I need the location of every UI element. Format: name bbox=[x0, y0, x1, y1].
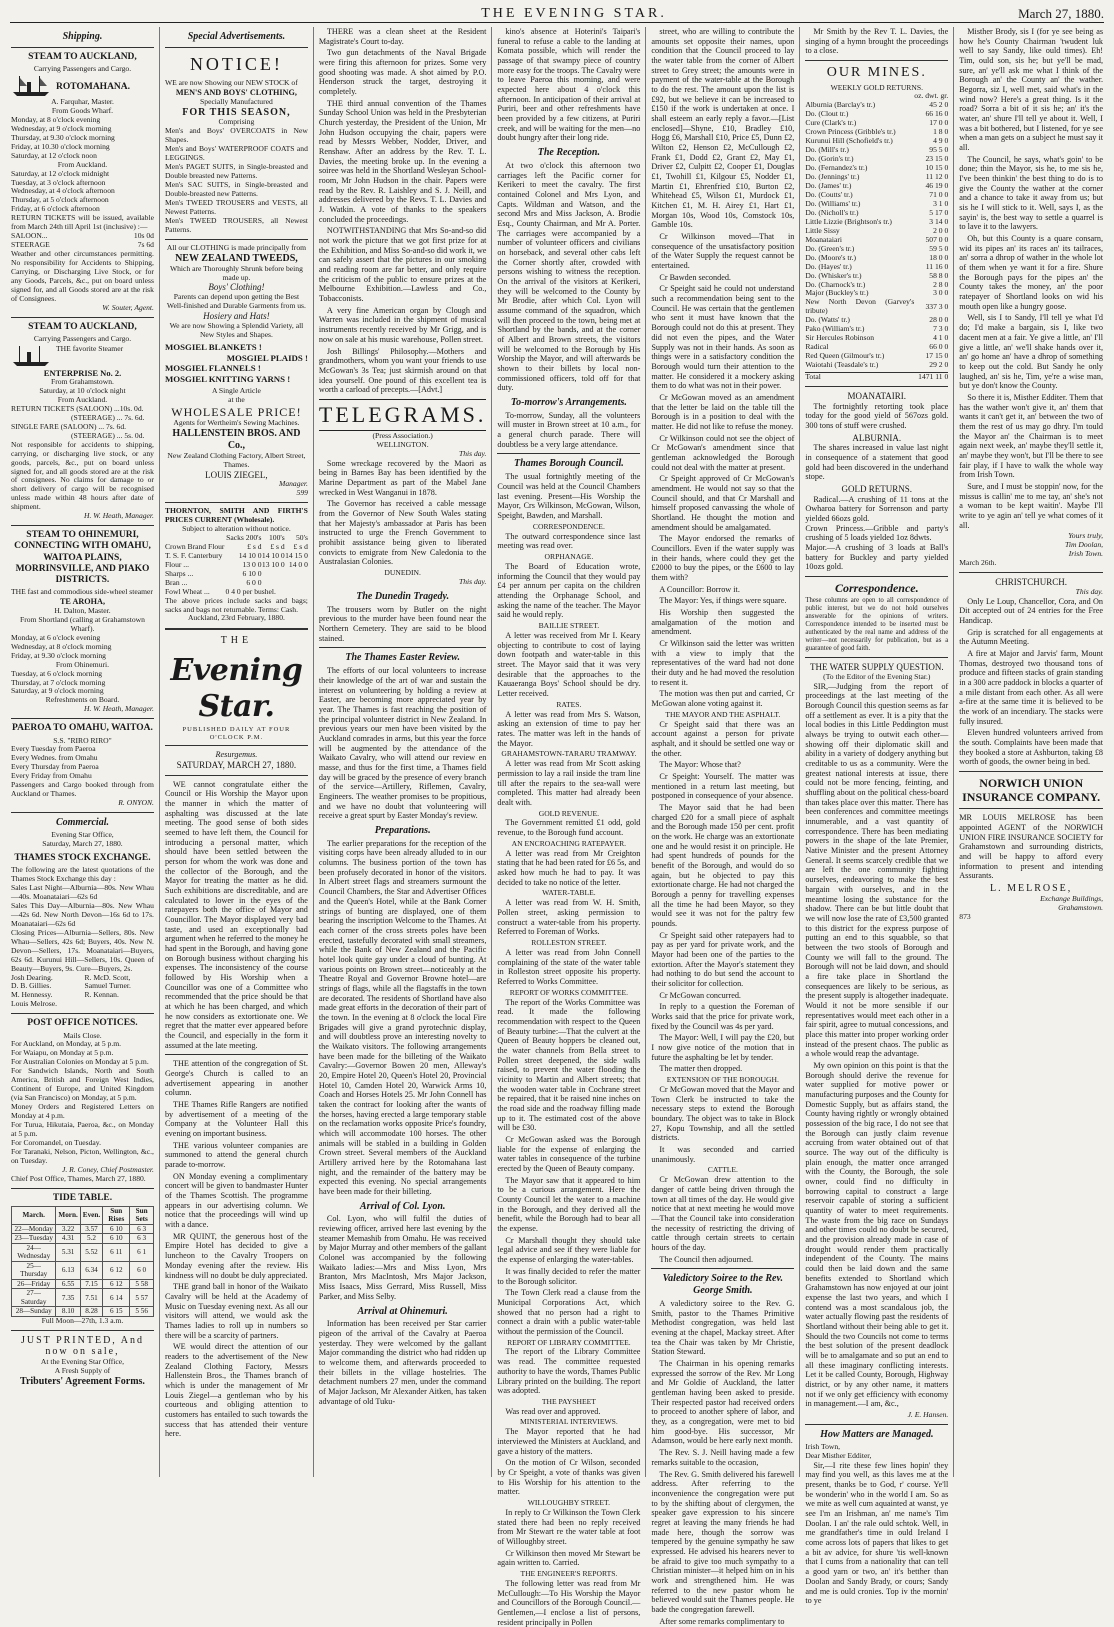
table-row: Red Queen (Gilmour's tr.) 17 15 0 bbox=[805, 351, 949, 361]
exchange-title: THAMES STOCK EXCHANGE. bbox=[14, 852, 151, 863]
table-row: T. S. F. Canterbury 14 10 0 14 10 0 14 15 0 bbox=[164, 550, 308, 560]
full-moon: Full Moon—27th, 1.3 a.m. bbox=[41, 1315, 124, 1325]
column-6 bbox=[800, 27, 954, 1606]
table-row: Do. (Nicholl's tr.) 5 17 0 bbox=[805, 207, 949, 217]
letter-date: March 26th. bbox=[959, 558, 997, 568]
notice-line-1: Specially Manufactured bbox=[200, 96, 273, 106]
agents-note: Agents for Wertheim's Sewing Machines. bbox=[173, 418, 300, 428]
ad1-lines1: Monday, at 8 o'clock evening Wednesday, at 9 o'clock morning Thursday, at 9.30 o'clock morning Friday, at 10.30 o'clock morning Saturday, at 12 o'clock noon bbox=[11, 114, 115, 160]
tide-title: TIDE TABLE. bbox=[52, 1192, 113, 1203]
ad1-sub: Carrying Passengers and Cargo. bbox=[33, 64, 132, 73]
water-para: My own opinion on this point is that the Borough should derive the revenue for water supplied for motive power or manufacturing purposes and the County for Domestic Supply, but as affairs stand, the County having rightly or wrongly obtained possession of the big race, I do not see that the Borough can justly claim revenue accruing from water obtained out of that source. The way out of the difficulty is plain enough, the matter once arranged with the County, the Borough, the sole owner, could find no difficulty in borrowing capital to construct a large reservoir capable of storing a sufficient quantity of water to meet requirements. The waste from the big race on Sundays and other times could no doubt be secured, and the provision already made in case of drought would render them practically independent of the County. The mains could then be laid down and the same benefits extended to Shortland which Grahamstown has now enjoyed at our joint expense the last two years, and which I contend was a most scandalous job, the water actually flowing past the residents of Shortland without their being able to get it. Should the two Councils not come to terms the best solution of the present deadlock will be to amalgamate and so put an end to all these imaginary conflicting interests. Let it be called County, Borough, Highway district, or by any other name, it matters not if we only get efficiency with economy in management.—I am, &c., bbox=[805, 1060, 949, 1409]
managed-line-1: Dear Misther Edditer, bbox=[805, 1450, 872, 1460]
tsp-sub: Subject to alteration without notice. bbox=[182, 523, 291, 533]
table-row: Do. (James' tr.) 46 19 0 bbox=[805, 181, 949, 191]
gold-returns-table bbox=[805, 92, 948, 370]
hosiery: Hosiery and Hats! bbox=[203, 310, 270, 321]
ad2-line-g: Saturday, at 10 o'clock night bbox=[39, 385, 126, 395]
post-lines: For Auckland, on Monday, at 5 p.m. For Waiapu, on Monday at 5 p.m. For Australian Colonies on Monday at 5 p.m. For Sandwich Islands, North and South America, British and Foreign West Indies, Continent of Europe, and United Kingdom (via San Francisco) on Monday, at 5 p.m. Money Orders and Registered Letters on Monday at 4 p.m. For Turua, Hikutaia, Paeroa, &c., on Monday at 5 p.m. For Coromandel, on Tuesday. For Taranaki, Nelson, Picton, Wellington, &c., on Tuesday. bbox=[11, 1039, 154, 1165]
gold-returns-heading: GOLD RETURNS. bbox=[841, 483, 913, 494]
tsp-date: Auckland, 23rd February, 1880. bbox=[187, 613, 285, 623]
ad3-refresh: Refreshments on Board. bbox=[45, 695, 120, 705]
mines-heading: OUR MINES. bbox=[826, 65, 927, 81]
table-row: Major (Buckley's tr.) 3 0 0 bbox=[805, 288, 949, 298]
letter-continued: Misther Brody, sis I (for ye see being as how he's County Chairman 'twudent luk well to say Sandy, like ould times). Eh! Tim, ould son, sis he; but ye'll be mad, sure, an' ye'll ask me what I think of the Borough an' the County an' the wather. Begorra, siz I, well met, said what's in the wind now? Here's a great thing. Is it the road? Sorra a bit of it sis he; an' it's the water, an' shure I'll tell ye about it. Well, I was a bit bothered, but I listened, for ye see when a man gets on a subject he must say it all. The Council, he says, what's goin' to be done; thin the Mayor, sis he, to me sis he, I've been thinkin' the best thing to do is to give the County the wather at the corner and a chance to take it away from us; but sis he I will stick to it. Well, says I, as the sayin' is, the best way to settle a quarrel is to lave it to the lawyers. Oh, but this County is a quare consarn, wid its pipes an' its races an' its tailraces, an' sorra a dhrop of wather in the whole lot of them when ye want it for a fire. Shure the Borough pays for the pipes an' the County takes the money, an' the poor ratepayer of Shortland looks on wid his mouth open like a hungry goose. Well, sis I to Sandy, I'll tell ye what I'd do; I'd make a bargain, sis I, like two dacent men at a fair. Ye give a little, an' I'll give a little, an' we'll shake hands over it, an' go home an' have a dhrop of something to keep out the cold. But Sandy he only laughed, an' sis he, Tim, ye're a wise man, but ye don't know the County. So there it is, Misther Edditer. Them that has the wather won't give it, an' them that wants it can't get it, an' between the two of them the rest of us may go dhry. I'm tould the Mayor an' the Chairman is to meet again next week, an' maybe they'll settle it, an' maybe they won't, but I'll be there to see fair play, if I have to walk the whole way from Irish Town. Sure, and I must be stoppin' now, for the missus is callin' me to me tay, an' she's not a woman to be kept waitin'. Maybe I'll write to ye agin an' tell ye what comes of it all. bbox=[959, 27, 1104, 530]
soiree-text: A valedictory soiree to the Rev. G. Smith, pastor to the Thames Primitive Methodist congregation, was held last evening at the chapel, Mackay street. After tea the Chair was taken by Mr Christie, Station Steward. The Chairman in his opening remarks expressed the sorrow of the Rev. Mr Long and Mr Goldie of Auckland, the latter gentleman having been asked to preside. Their respected pastor had received orders to proceed to another sphere of labor, and they, as a congregation, were met to bid him good-bye. His successor, Mr Adamson, would be here early next month. The Rev. S. J. Neill having made a few remarks suitable to the occasion, The Rev. G. Smith delivered his farewell address. After referring to the inconvenience the congregation were put to by the shifting about of clergymen, the speaker gave expression to his sincere regret at leaving the many friends he had made here, though the sorrow was tempered by the genuine sympathy he saw expressed. He advised his hearers never to be afraid to give too much sympathy to a Christian minister—it helped him on in his work and strengthened him. He was referred to the new pastor whom he believed would suit the Thames people. He bade the congregation farewell. After some remarks complimentary to bbox=[651, 1299, 795, 1626]
table-row: Do. (Charnock's tr.) 2 8 0 bbox=[805, 279, 949, 289]
columns bbox=[6, 27, 1108, 1627]
ad1-title: STEAM TO AUCKLAND, bbox=[28, 51, 137, 62]
column-3 bbox=[314, 27, 493, 1477]
press-association: (Press Association.) bbox=[372, 430, 433, 440]
water-sub: (To the Editor of the Evening Star.) bbox=[823, 671, 931, 681]
ad1-master: A. Farquhar, Master. bbox=[51, 96, 114, 106]
printed-3: A Fresh Supply of bbox=[54, 1366, 111, 1376]
post-signed: J. R. Coney, Chief Postmaster. bbox=[61, 1164, 154, 1174]
ad3-from1: From Shortland (calling at Grahamstown Wharf). bbox=[20, 614, 145, 633]
ad2-from-a: From Auckland. bbox=[57, 394, 108, 404]
notice-line-0: MEN'S AND BOYS' CLOTHING, bbox=[175, 87, 297, 97]
alburnia-heading: ALBURNIA. bbox=[852, 432, 902, 443]
table-row: Do. (Whisker's tr.) 58 8 0 bbox=[805, 270, 949, 280]
ad3-ship-line: THE fast and commodious side-wheel steamer bbox=[11, 587, 153, 597]
column-5 bbox=[646, 27, 800, 1626]
post-office: Chief Post Office, Thames, March 27, 1880. bbox=[11, 1173, 146, 1183]
christchurch-heading: CHRISTCHURCH. bbox=[995, 577, 1068, 588]
ad1-ship: ROTOMAHANA. bbox=[56, 81, 131, 92]
gold-returns-text: Radical.—A crushing of 11 tons at the Owharoa battery for Sorrenson and party yielded 66ozs gold. Crown Princess.—Gribble and party's crushing of 5 loads yielded 1oz 8dwts. Major.—A crushing of 3 loads at Ball's battery for Buckley and party yielded 10ozs gold. bbox=[805, 494, 949, 572]
ad3-title: STEAM TO OHINEMURI, CONNECTING WITH OMAHU, WAITOA PLAINS, MORRINSVILLE, AND PIAKO DISTRICTS. bbox=[14, 530, 151, 586]
steamship-icon bbox=[11, 74, 51, 98]
ad1-from-wharf: From Goods Wharf. bbox=[51, 105, 114, 115]
norwich-heading: NORWICH UNION INSURANCE COMPANY. bbox=[962, 776, 1101, 805]
water-heading: THE WATER SUPPLY QUESTION. bbox=[809, 662, 944, 673]
ad4-sub: S.S. "RIRO RIRO" bbox=[53, 735, 112, 745]
ad1-signed: W. Souter, Agent. bbox=[102, 302, 154, 312]
mines-total: Total 1471 11 0 bbox=[805, 372, 949, 382]
notice-line-2: FOR THIS SEASON, bbox=[182, 106, 291, 118]
telegram-para: The Governor has received a cable message from the Governor of New South Wales stating that her Majesty's ambassador at Paris has been instructed to urge the French Government to prohibit assistance being given to liberated convicts to emigrate from New Caledonia to the Australasian Colonies. bbox=[318, 499, 487, 567]
lyon-heading: Arrival of Col. Lyon. bbox=[359, 1200, 446, 1212]
table-row: Sir Hercules Robinson 4 1 0 bbox=[805, 333, 949, 343]
manager-name: LOUIS ZIEGEL, bbox=[205, 469, 268, 480]
norwich-addr: Exchange Buildings, bbox=[1040, 893, 1104, 903]
table-row: Alburnia (Barclay's tr.) 45 2 0 bbox=[805, 100, 949, 110]
ad2-sub: Carrying Passengers and Cargo. bbox=[33, 334, 132, 344]
header-date: March 27, 1880. bbox=[1018, 6, 1104, 21]
closing-prices: Closing Prices—Alburnia—Sellers, 80s. New Whau—Sellers, 42s 6d; Buyers, 40s. New N. Devon—Sellers, 17s. Moanataiari—Buyers, 62s 6d. Kurunui Hill—Sellers, 10s. Queen of Beauty—Buyers, 9s. Cure—Buyers, 2s. bbox=[11, 927, 154, 973]
edition-date: SATURDAY, MARCH 27, 1880. bbox=[176, 759, 297, 770]
ad1-lines2: Saturday, at 12 o'clock midnight Tuesday, at 3 o'clock afternoon Wednesday, at 4 o'clock afternoon Thursday, at 5 o'clock afternoon Friday, at 6 o'clock afternoon bbox=[11, 168, 115, 214]
editorial: WE cannot congratulate either the Council or His Worship the Mayor upon the manner in which the matter of asphalting was discussed at the late meeting. The good sense of both sides seemed to have left them, the Council for introducing a personal matter, which should have been settled between the person for whom the work was done and the collector of the Borough, and the Mayor for treating the matter as he did. Such exhibitions are discreditable, and are calculated to lower in the eyes of the ratepayers both the office of Mayor and Councillor. The Mayor displayed very bad taste, and used an exceptionally bad argument when he referred to the money he had spent in the Borough, and having gone on Borough business without charging his expenses. The inconsistency of the course followed by His Worship when a Councillor was one of a Committee who recommended that the price should be that at which he has been charged, and which he now considers as extortionate one. We regret that the matter ever appeared before the Council, and especially in the form it assumed at the late meeting. THE attention of the congregation of St. George's Church is called to an advertisement appearing in another column. THE Thames Rifle Rangers are notified by advertisement of a meeting of the Company at the Volunteer Hall this evening on important business. THE various volunteer companies are summoned to attend the general church parade to-morrow. ON Monday evening a complimentary concert will be given to bandmaster Hunter of the Thames Scottish. The programme appears in our advertising column. We notice that the proceedings will wind up with a dance. MR QUINT, the generous host of the Empire Hotel has decided to give a luncheon to the Cavalry Troopers on Monday evening after the review. His kindness will no doubt be duly appreciated. THE grand ball in honor of the Waikato Cavalry will be held at the Academy of Music on Tuesday evening next. As all our visitors will attend, we would ask the Thames ladies to roll up in numbers so there will be a scarcity of partners. WE would direct the attention of our readers to the advertisement of the New Zealand Clothing Factory, Messrs Hallenstein Bros., the Thames branch of which is under the management of Mr Louis Ziegel—a gentleman who by his courteous and obliging attention to customers has entailed to such towards the success that has attended their venture here. bbox=[164, 779, 308, 1439]
weekly-returns: WEEKLY GOLD RETURNS. bbox=[830, 82, 923, 92]
council-report: The usual fortnightly meeting of the Council was held at the Council Chambers last evening. Present—His Worship the Mayor, Crs Wilkinson, McGowan, Wilson, Speight, Bawden, and Marshall. CORRESPONDENCE. The outward correspondence since last meeting was read over. ORPHANAGE. The Board of Education wrote, informing the Council that they would pay £4 per annum per capita on the children attending the Orphanage School, and asking the name of the teacher. The Mayor said he would reply. BAILLIE STREET. A letter was received from Mr I. Keary objecting to contribute to cost of laying down footpath and water-table in this street. The Mayor said that it was very desirable that the approaches to the Kauaeranga Boys' School should be dry. Letter received. RATES. A letter was read from Mrs S. Watson, asking an extension of time to pay her rates. The matter was left in the hands of the Mayor. GRAHAMSTOWN-TARARU TRAMWAY. A letter was read from Mr Scott asking permission to lay a rail inside the tram line till after the repairs to the sea-wall were completed. This matter had already been dealt with. GOLD REVENUE. The Government remitted £1 odd, gold revenue, to the Borough fund account. AN ENCROACHING RATEPAYER. A letter was read from Mr Creighton stating that he had been rated for £6 5s, and asked how much he had to pay. It was decided to take no notice of the letter. WATER-TABLE. A letter was read from W. H. Smith, Pollen street, asking permission to construct a water-table from his property. Referred to Foreman of Works. ROLLESTON STREET. A letter was read from John Connell complaining of the state of the water table in Rolleston street opposite his property. Referred to Works Committee. REPORT OF WORKS COMMITTEE. The report of the Works Committee was read. It made the following recommendation with respect to the Queen of Beauty turbine:—That the culvert at the Queen of Beauty hoppers be cleaned out, the water channels from Bella street to Pollen street deepened, the side walls raised, to prevent the water flooding the vicinity to Martin and Albert streets; that the wooden water table in Cochrane street be repaired, that it be raised nine inches on the road side and the roadway filling made up to it. The estimated cost of the above will be £30. Cr McGowan asked was the Borough liable for the expense of enlarging the water tables in consequence of the turbine erected by the Queen of Beauty company. The Mayor saw that it appeared to him to be a curious arrangement. Here the County Council let the water to a machine in the Borough, and they derived all the benefit, while the Borough had to bear all the expense. Cr Marshall thought they should take legal advice and see if they were liable for the expense of enlarging the water-tables. It was finally decided to refer the matter to the Borough solicitor. The Town Clerk read a clause from the Municipal Corporations Act, which showed that no person had a right to connect a drain with a public water-table without the permission of the Council. REPORT OF LIBRARY COMMITTEE. The report of the Library Committee was read. The committee requested authority to have the words, Thames Public Library printed on the building. The report was adopted. THE PAYSHEET Was read over and approved. MINISTERIAL INTERVIEWS. The Mayor reported that he had interviewed the Ministers at Auckland, and gave a history of the matters. On the motion of Cr Wilson, seconded by Cr Speight, a vote of thanks was given to His Worship for his attention to the matter. WILLOUGHBY STREET. In reply to Cr Wilkinson the Town Clerk stated there had been no reply received from Mr Stewart re the water table at foot of Willoughby street. Cr Wilkinson then moved Mr Stewart be again written to. Carried. THE ENGINEER'S REPORTS. The following letter was read from Mr McCullough:—To His Worship the Mayor and Councillors of the Borough Council.—Gentlemen,—I enclose a list of persons, resident principally in Pollen bbox=[497, 472, 641, 1627]
wholesale-price: WHOLESALE PRICE! bbox=[171, 404, 302, 419]
table-row: Do. (Mill's tr.) 95 5 0 bbox=[805, 145, 949, 155]
exchange-text: The following are the latest quotations of the Thames Stock Exchange this day : bbox=[11, 865, 154, 884]
continued-para: kino's absence at Hoterini's Taipari's funeral to refuse a cable to the landing at Komata possible, which will render the passage of that swampy piece of country more easy for the troops. The Cavalry were to leave Paeroa this morning, and were expected here about 4 o'clock this afternoon. In anticipation of their arrival at Puriri, beer and other refreshments have been provided by a few citizens, at Puriri creek, and will be waiting for the men—no doubt hungry after their long ride. bbox=[497, 27, 641, 143]
table-row: New North Devon (Garvey's tribute) 337 3 0 bbox=[805, 297, 949, 316]
letter-sign-place: Irish Town. bbox=[1068, 549, 1104, 559]
lyon-text: Col. Lyon, who will fulfil the duties of reviewing officer, arrived here last evening by the steamer Memashib from Omahu. He was received by Major Murray and other members of the gallant Colonel was accompanied by the following Waikato ladies:—Mrs and Miss Lyon, Mrs Branton, Mrs MacIntosh, Mrs Major Jackson, Miss Isaacs, Miss Gerrard, Miss Russell, Miss Parker, and Miss Selby. bbox=[318, 1214, 487, 1301]
motto: Resurgemus. bbox=[215, 750, 258, 760]
correspondence-note: These columns are open to all correspondence of public interest, but we do not hold ourselves answerable for the opinions of writers. Correspondence intended to be inserted must be authenticated by the real name and address of the writer—not necessarily for publication, but as a guarantee of good faith. bbox=[805, 597, 949, 653]
easter-heading: The Thames Easter Review. bbox=[345, 652, 460, 664]
table-row: Do. (Moore's tr.) 18 0 0 bbox=[805, 252, 949, 262]
soiree-continued: Mr Smith by the Rev T. L. Davies, the singing of a hymn brought the proceedings to a close. bbox=[805, 27, 949, 56]
council-heading: Thames Borough Council. bbox=[514, 458, 624, 470]
prep-text: The earlier preparations for the reception of the visiting corps have been already alluded to in our columns. The business portion of the town has been profusely decorated in honor of the visitors. In Albert street flags and streamers surmount the Council Chambers, the Star and Advertiser Offices and the Queen's Hotel, while at the Bank Corner strings of bunting are displayed, one of them bearing the inscription Welcome to the Thames. At each corner of the cross streets poles have been erected, tastefully decorated with small streamers, while the Bank of New Zealand and the Pacific hotel look quite gay under a cloud of bunting. At various points on Brown street—noticeably at the Theatre Royal and Governor Browne hotel—are strings of flags, while all the flagstaffs in the town are decorated. The residents of Shortland have also made great efforts in the decoration of their part of the town. In the evening at 8 o'clock the local Fire Brigades will give a grand pyrotechnic display, and will doubtless prove an interesting novelty to the Waikato visitors. The following arrangements have been made for the billeting of the Waikato Cavalry:—Governor Bowen 20 men, Alleway's 20, Empire Hotel 20, Queen's Hotel 20, Provincial Hotel 10, Camden Hotel 20, Warwick Arms 10, Coach and Horses Hotels 25. Mr John Connell has taken the contract for looking after the wants of the horses, having erected a large temporary stable on the reclamation works opposite Price's foundry, which will accommodate 100 horses. The other animals will be stabled in a building in Golden Crown street. Several members of the Auckland Artillery arrived here by the Rotomahana last night, and the remainder of the battery may be expected this evening. No special arrangements have been made for their billeting. bbox=[318, 838, 487, 1196]
ad2-note: Not responsible for accidents to shipping, carrying, or discharging live stock, or any goods, parcels, &c., put on board unless signed for, and all goods stored are at the risk of consignees. No claims for damage to or short delivery of cargo will be recognised unless made within 48 hours after date of shipment. bbox=[11, 439, 154, 512]
telegrams-heading: TELEGRAMS. bbox=[319, 399, 487, 431]
news-paragraphs: THERE was a clean sheet at the Resident Magistrate's Court to-day. Two gun detachments of the Naval Brigade were firing this afternoon for prizes. Some very good shooting was made. A shot aimed by P.O. Henderson struck the target, destroying it completely. THE third annual convention of the Thames Sunday School Union was held in the Presbyterian Church yesterday, the President of the Union, Mr John Hudson occupying the chair, papers were read by Messrs Webber, Nodder, Driver, and Renshaw. After an address by the Rev. T. L. Davies, the meeting broke up. In the evening a soiree was held in the Shortland Wesleyan School-room, Mr John Hudson in the chair. Papers were read by the Rev. R. Laishley and S. J. Neill, and addresses delivered by the Revs. T. L. Davies and J. Watkin. A vote of thanks to the speakers concluded the proceedings. NOTWITHSTANDING that Mrs So-and-so did not work the picture that we got first prize for at the Exhibition, and Miss So-and-so did work it, we can safely assert that the pictures in our smoking and reading room are far better, and only require the criticism of the public to ensure prizes at the Melbourne Exhibition.—Lawless and Co., Tobacconists. A very fine American organ by Clough and Warren was included in the shipment of musical instruments recently received by Mr Grigg, and is now on sale at his music warehouse, Pollen street. Josh Billings' Philosophy.—Mothers and grandmothers, whom you want your friends to use McGowan's 3s Tea; just skirmish around on that idea yourself. One pound of this excellent tea is worth a carload of precepts.—[Advt.] bbox=[318, 27, 487, 395]
norwich-sign: L. MELROSE, bbox=[990, 883, 1073, 895]
table-row: Pako (William's tr.) 7 3 0 bbox=[805, 324, 949, 334]
ad3-lines2: Tuesday, at 6 o'clock morning Thursday, at 7 o'clock morning Saturday, at 9 o'clock morning bbox=[11, 668, 106, 696]
printed-4: Tributers' Agreement Forms. bbox=[20, 1376, 145, 1388]
broker-list: Josh Dearing. D. B. Gillies. M. Hennessy. Louis Melrose. R. McD. Scott, Samuel Turner. R. Kennan. bbox=[11, 972, 131, 1009]
published-line: PUBLISHED DAILY AT FOUR O'CLOCK P.M. bbox=[182, 725, 291, 741]
fare-saloon: SALOON... 10s 0d bbox=[11, 231, 154, 241]
letter-sign-name: Tim Doolan, bbox=[1065, 540, 1104, 550]
sales-this-day: Sales This Day—Alburnia—80s. New Whau—42s 6d. New North Devon—16s 6d to 17s. Moanataiari—62s 6d bbox=[11, 900, 154, 928]
table-row: 26—Friday 6.55 7.15 6 12 5 58 bbox=[12, 1279, 154, 1288]
sales-last-night: Sales Last Night—Alburnia—80s. New Whau—40s. Moanataiari—62s 6d bbox=[11, 882, 154, 901]
ad4-title: PAEROA TO OMAHU, WAITOA. bbox=[12, 723, 153, 734]
table-row: Do. (Green's tr.) 59 5 0 bbox=[805, 243, 949, 253]
firm-name: HALLENSTEIN BROS. AND Co., bbox=[172, 428, 301, 451]
ad2-ship: ENTERPRISE No. 2. bbox=[43, 367, 122, 378]
managed-line-0: Irish Town, bbox=[805, 1441, 841, 1451]
just-printed: JUST PRINTED, And now on sale, bbox=[20, 1334, 144, 1358]
notice-intro: WE are now Showing our NEW STOCK of bbox=[164, 78, 298, 88]
table-row: Crown Brand Flour £ s d £ s d £ s d bbox=[164, 541, 308, 551]
ad1-from-auckland: From Auckland. bbox=[57, 159, 108, 169]
norwich-town: Grahamstown. bbox=[1058, 902, 1104, 912]
prices-table bbox=[165, 534, 308, 597]
post-title: POST OFFICE NOTICES. bbox=[27, 1018, 138, 1029]
ad4-signed: R. ONYON. bbox=[118, 798, 154, 808]
table-row: Do. (Hayes' tr.) 11 16 0 bbox=[805, 261, 949, 271]
tragedy-heading: The Dunedin Tragedy. bbox=[356, 590, 450, 602]
column-2 bbox=[160, 27, 314, 1477]
wellington-day: This day. bbox=[458, 448, 487, 458]
water-sign: J. E. Hansen. bbox=[907, 1410, 949, 1420]
tide-table: March. Morn. Even. Sun Rises Sun Sets 22—Monday 3.22 3.57 6 10 6 3 23—Tuesday 4.31 5.2 6 10 6 3 24—Wednesday 5.31 5.52 6 11 6 1 25—Thursday 6.13 6.34 6 12 6 0 26—Friday 6.55 7.15 6 12 5 58 27—Saturday 7.35 7.51 6 14 5 57 28—Sunday 8.10 8.28 6 15 5 56 bbox=[11, 1206, 154, 1317]
ad3-signed: H. W. Heath, Manager. bbox=[83, 704, 154, 714]
managed-para: Sir,—I rite these few lines hopin' they may find you well, as this laves me at the present, thanks be to God, r' course. Ye'll be wonderin' who in the world I am. So as we mite as well cum aquainted at wanst, ye see I'm an Irishman, an' me name's Tim Doolan. I an' the rale ould schtok. Well, in me grandfather's time in ould Ireland I come across lots of papers that likes to get a bit av advice, for shure 'tis well-known that I cums from a nationality that can tell a good yarn or two, an' it's betther than Doolan and Sandy Brady, or cours; Sandy and me is ould cronies. Top iv the mornin' to ye bbox=[805, 1460, 949, 1606]
boys-clothing: Boys' Clothing! bbox=[208, 282, 265, 293]
tsp-title: THORNTON, SMITH AND FIRTH'S PRICES CURRENT (Wholesale). bbox=[164, 506, 308, 524]
notice-heading: NOTICE! bbox=[189, 53, 283, 74]
firm-sub: New Zealand Clothing Factory, Albert Street, Thames. bbox=[167, 450, 306, 469]
table-row: 28—Sunday 8.10 8.28 6 15 5 56 bbox=[12, 1307, 154, 1316]
shipping-heading: Shipping. bbox=[62, 31, 103, 42]
table-row: 22—Monday 3.22 3.57 6 10 6 3 bbox=[12, 1224, 154, 1233]
commercial-heading: Commercial. bbox=[55, 817, 109, 829]
nz-note: Which are Thoroughly Shrunk before being made up. bbox=[169, 263, 303, 282]
table-row: 23—Tuesday 4.31 5.2 6 10 6 3 bbox=[12, 1234, 154, 1243]
moanataiari-heading: MOANATAIRI. bbox=[847, 390, 907, 401]
table-row: Sharps ... 6 10 0 bbox=[164, 568, 262, 578]
table-row: Do. (Coutts' tr.) 71 0 0 bbox=[805, 189, 949, 199]
table-row: Do. (Watts' tr.) 28 0 0 bbox=[805, 315, 949, 325]
comm-date: Saturday, March 27, 1880. bbox=[42, 838, 123, 848]
table-row: Do. (Jennings' tr.) 11 12 0 bbox=[805, 172, 949, 182]
ad2-title: STEAM TO AUCKLAND, bbox=[28, 321, 137, 332]
ad3-lines1: Monday, at 6 o'clock evening Wednesday, at 8 o'clock morning Friday, at 9.30 o'clock morning bbox=[11, 632, 112, 660]
ad2-ship-line: THE favorite Steamer bbox=[56, 343, 124, 353]
dunedin: DUNEDIN. bbox=[384, 568, 421, 578]
ad3-from2: From Ohinemuri. bbox=[55, 659, 110, 669]
printed-2: At the Evening Star Office, bbox=[40, 1357, 125, 1367]
at-the: at the bbox=[228, 394, 245, 404]
table-row: Flour ... 13 0 0 13 10 0 14 0 0 bbox=[164, 559, 308, 569]
table-row: Fowl Wheat ... 0 4 0 per bushel. bbox=[164, 586, 276, 596]
table-row: Little Lizzie (Brightson's tr.) 3 14 0 bbox=[805, 216, 949, 226]
table-row: Do. (Gorin's tr.) 23 15 0 bbox=[805, 154, 949, 164]
dunedin-day: This day. bbox=[458, 577, 487, 587]
mosgiel-list: MOSGIEL BLANKETS ! MOSGIEL PLAIDS ! MOSGIEL FLANNELS ! MOSGIEL KNITTING YARNS ! bbox=[164, 342, 308, 384]
ohinemuri-text: Information has been received per Star carrier pigeon of the arrival of the Cavalry at Paeroa yesterday. They were welcomed by the gallant Major commanding the district who had ridden up to welcome them, and afterwards proceeded to their billets in the village hostelries. The detachment numbers 27 men, under the command of Major Jackson, Mr Alexander Aitken, has taken advantage of old Tuku- bbox=[318, 1319, 487, 1406]
table-row: Do. (Clout tr.) 66 16 0 bbox=[805, 109, 949, 119]
single-article: A Single Article bbox=[211, 385, 261, 395]
table-row: 24—Wednesday 5.31 5.52 6 11 6 1 bbox=[12, 1243, 154, 1261]
ad2-fares: RETURN TICKETS (SALOON) ...10s. 0d. (STEERAGE) ... 7s. 6d. SINGLE FARE (SALOON) ... 7s. 6d. (STEERAGE) ... 5s. 0d. bbox=[11, 403, 145, 440]
column-7 bbox=[954, 27, 1108, 1477]
christchurch-text: Only Le Loup, Chancellor, Cora, and On Dit accepted out of 24 entries for the Free Handicap. Grip is scratched for all engagements at the Autumn Meeting. A fire at Major and Jarvis' farm, Mount Thomas, destroyed two thousand tons of produce and fifteen stacks of grain standing in a 300 acre paddock in blocks a quarter of a mile distant from each other. As all were a-fire at the same time it is believed to be the work of an incendiary. The stacks were fully insured. Eleven hundred volunteers arrived from the south. Complaints have been made that they booked a store at Ashburton, taking £8 worth of goods, the owner being in bed. bbox=[959, 596, 1104, 767]
reception-text: At two o'clock this afternoon two carriages left the Pacific corner for Kerikeri to meet the cavalry. The first contained Colonel and Mrs Lyon, and Capts. Wildman and Watson, and the second Mrs and Miss Jackson, A. Brodie Esq., County Chairman, and Mr A. Porter. The carriages were accompanied by a number of volunteer officers and civilians on horseback, and several other cabs left the Corner shortly after, crowded with persons wishing to witness the reception. On the arrival of the visitors at Kerikeri, they will be welcomed to the County by Mr Brodie, after which Col. Lyon will assume command of the squadron, which will then proceed to the town, being met at Shortland by the bands, and at the corner of Albert and Brown streets, the visitors will be welcomed to the Borough by His Worship the Mayor, and will afterwards be shown to their billets by local non-commissioned officers, told off for that duty. bbox=[497, 160, 641, 393]
table-row: Bran ... 6 0 0 bbox=[164, 577, 262, 587]
ad2-from-g: From Grahamstown. bbox=[51, 377, 114, 386]
boys-note: Parents can depend upon getting the Best Well-finished and Durable Garments from us. bbox=[166, 292, 306, 311]
norwich-text: MR LOUIS MELROSE has been appointed AGENT of the NORWICH UNION FIRE INSURANCE SOCIETY for Grahamstown and surrounding districts, and will be happy to afford every information to present and intending Assurants. bbox=[959, 813, 1104, 881]
masthead: Evening Star. bbox=[170, 653, 303, 724]
comm-office: Evening Star Office, bbox=[51, 829, 114, 839]
table-row: Do. (Fernandez's tr.) 10 15 0 bbox=[805, 163, 949, 173]
telegram-para: Some wreckage recovered by the Maori as being in Barnes Bay has been identified by the Marine Department as part of the Mabel Jane wrecked in West Wanganui in 1878. bbox=[318, 458, 487, 497]
ad1-return-note: RETURN TICKETS will be issued, available from March 24th till April 1st (inclusive) :— bbox=[11, 213, 154, 232]
manager-title: Manager. bbox=[279, 479, 308, 489]
moanataiari-text: The fortnightly retorting took place today for the good yield of 567ozs gold. 300 tons of stuff were crushed. bbox=[805, 401, 949, 430]
ad-ref-2: 873 bbox=[959, 911, 971, 921]
table-row: Moanataiari 507 0 0 bbox=[805, 234, 949, 244]
notice-line-3: Comprising bbox=[218, 117, 255, 127]
ad1-weather: Weather and other circumstances permitting. No responsibility for Accidents to Shipping, Carrying, or Discharging Live Stock, or for any Goods, Parcels, &c., put on board unless signed for, and all Goods stored are at the risk of Consignees. bbox=[11, 249, 154, 303]
special-ads-heading: Special Advertisements. bbox=[187, 31, 286, 42]
ad3-ship: TE AROHA, bbox=[59, 597, 105, 607]
tomorrow-text: To-morrow, Sunday, all the volunteers will muster in Brown street at 10 a.m., for a general church parade. There will doubtless be a very large attendance. bbox=[497, 410, 641, 449]
hosiery-note: We are now Showing a Splendid Variety, all New Styles and Shapes. bbox=[169, 320, 304, 339]
masthead-the: THE bbox=[220, 635, 253, 647]
mails-close: Mails Close. bbox=[63, 1030, 102, 1040]
managed-heading: How Matters are Managed. bbox=[820, 1429, 934, 1441]
alburnia-text: The shares increased in value last night in consequence of a statement that good gold had been discovered in the underhand stope. bbox=[805, 443, 949, 482]
ad3-master: H. Dalton, Master. bbox=[54, 605, 111, 615]
ad2-signed: H. W. Heath, Manager. bbox=[83, 511, 154, 521]
reception-heading: The Reception. bbox=[537, 147, 600, 159]
letter-sign: Yours truly, bbox=[1068, 531, 1104, 541]
column-1 bbox=[6, 27, 160, 1477]
table-row: Little Sissy 2 0 0 bbox=[805, 225, 949, 235]
table-row: 27—Saturday 7.35 7.51 6 14 5 57 bbox=[12, 1289, 154, 1307]
wellington: WELLINGTON. bbox=[376, 439, 429, 449]
column-4 bbox=[492, 27, 646, 1627]
prep-heading: Preparations. bbox=[374, 825, 431, 836]
table-row: 25—Thursday 6.13 6.34 6 12 6 0 bbox=[12, 1261, 154, 1279]
council-continued: street, who are willing to contribute the amounts set opposite their names, upon condition that the Council proceed to lay the water table from the corner of Albert street to Grey street; the amounts were in payment of the water-table at the Borough to do the rest. The amount upon the list is £92, but we believe it can be increased to £150 if the work is undertaken at once. I shall esteem an early reply a favor.—[List enclosed]—Shyne, £10, Bradley £10, Hogg £6, Marshall £10, Price £5, Dunn £2, Wilton £2, Henson £2, McCullough £2, Frank £1, Dodd £2, Grant £2, May £1, Driver £2, Culpitt £2, Cooper £1, Douglas £1, Twohill £1, Kilgour £5, Nodder £1, Martin £1, Ehrenfried £10, Burton £2, Whitehead £5, Wilson £1, Murdock £1, Kitchen £1, M. H. Airey £1, Hart £1, Morgan 10s, Wood 10s, Comstock 10s, Gamble 10s. Cr Wilkinson moved—That in consequence of the unsatisfactory position of the Water Supply the request cannot be entertained. Cr Bawden seconded. Cr Speight said he could not understand such a recommendation being sent to the Council. He was certain that the gentlemen who sent it must have known that the Borough could not do this at present. They did not even the pipes, and the Water Supply was not in their hands. As soon as things were in a satisfactory condition the Borough would turn their attention to the matter. He considered it a mockery asking them to do what was not in their power. Cr McGowan moved as an amendment that the letter be laid on the table till the Borough is in a position to deal with the matter. He did not like to refuse the money. Cr Wilkinson could not see the object of Cr McGowan's amendment since that gentleman acknowledged the Borough could not deal with the matter at present. Cr Speight approved of Cr McGowan's amendment. He would not say so that the Council should, and that Cr Marshall and himself proposed canvassing the whole of Shortland. He thought the motion and amendment should be amalgamated. The Mayor endorsed the remarks of Councillors. Even if the water supply was in their hands, where could they get the £2000 to buy the pipes, or the £600 to lay them with? A Councillor: Borrow it. The Mayor: Yes, if things were square. His Worship then suggested the amalgamation of the motion and amendment. Cr Wilkinson said the letter was written with a view to imply that the representatives of the ward had not done their duty and he had moved the resolution to resent it. The motion was then put and carried, Cr McGowan alone voting against it. THE MAYOR AND THE ASPHALT. Cr Speight said that there was an account against a person for private asphalt, and it should be settled one way or the other. The Mayor: Whose that? Cr Speight: Yourself. The matter was mentioned in a return last meeting, but postponed in consequence of your absence. The Mayor said that he had been charged £20 for a small piece of asphalt and the Borough made 150 per cent. profit on the work. He charge was an extortionate one and he would resist it on principle. He had spent hundreds of pounds for the benefit of the Borough, and would do so again, but he objected to pay this extortionate charge. He had not charged the Borough a penny for travelling expenses all the time he had been Mayor, so they would see it was not for the paltry few pounds. Cr Speight said other ratepayers had to pay as per yard for private work, and the Mayor had been one of the parties to the extortion. After the Mayor's statement they had nothing to do but send the account to their solicitor for collection. Cr McGowan concurred. In reply to a question the Foreman of Works said that the price for private work, fixed by the Council was 4s per yard. The Mayor: Well, I will pay the £20, but I now give notice of the motion that in future the asphalting be let by tender. The matter then dropped. EXTENSION OF THE BOROUGH. Cr McGowan moved that the Mayor and Town Clerk be instructed to take the necessary steps to extend the Borough boundary. The object was to take in Block 27, Kopu Township, and all the settled districts. It was seconded and carried unanimously. CATTLE. Cr McGowan drew attention to the danger of cattle being driven through the town at all times of the day. He would give notice that at next meeting he would move—That the Council take into consideration the necessity of restricting the driving of cattle through certain streets to certain hours of the day. The Council then adjourned. bbox=[651, 27, 795, 1264]
fare-steerage: STEERAGE 7s 6d bbox=[11, 240, 154, 250]
soiree-heading: Valedictory Soiree to the Rev. George Smith. bbox=[662, 1273, 784, 1297]
correspondence-heading: Correspondence. bbox=[834, 580, 919, 595]
newspaper-title: THE EVENING STAR. bbox=[481, 6, 667, 21]
table-row: Kurunui Hill (Schofield's tr.) 4 9 0 bbox=[805, 136, 949, 146]
ad4-lines: Every Tuesday from Paeroa Every Wednes. from Omahu Every Thursday from Paeroa Every Friday from Omahu bbox=[11, 744, 99, 781]
tragedy-text: The trousers worn by Butler on the night previous to the murder have been found near the Northern Cemetery. They are said to be blood stained. bbox=[318, 604, 487, 643]
steamship-icon bbox=[11, 344, 51, 368]
table-row: oz. dwt. gr. bbox=[914, 91, 949, 101]
water-para: SIR,—Judging from the report of proceedings at the last meeting of the Borough Council this question seems as far off a settlement as ever. It is a pity that the local bodies in this Little Peddington must always be trying to outwit each other—showing off their diplomatic skill and ability in a variety of dodgery anything but creditable to us as a community. Were the greatest national interests at issue, there could not be more fencing, feinting, and shuffling about on the political chess-board than takes place over this matter. There has been conferences and committee meetings innumerable, and a vast quantity of correspondence. There has been mediating powers in the shape of the late Premier, Native Minister and the present Attorney General. It seems scarcely credible that we are left the one community fighting ourselves, endeavoring to make the best bargain with ourselves, and in the meantime losing the substance for the shadow. There can be but little doubt that we will now lose the rate of £3,500 granted to this district for the express purpose of putting an end to this squabble, so that between the two stools of Borough and County we will fall to the ground. The Borough will not be laid down, and should a fire take place in Shortland the consequences are likely to be serious, as the present supply is altogether inadequate. Would it not be more sensible if our representatives would meet each other in a fair spirit, agree to mutual concessions, and place this matter into proper working order instead of the present chaos. The public as a whole would reap the advantage. bbox=[805, 681, 949, 1059]
table-row: Do. (Williams' tr.) 3 1 0 bbox=[805, 198, 949, 208]
table-row: Radical 66 0 0 bbox=[805, 342, 949, 352]
easter-text: The efforts of our local volunteers to increase their knowledge of the art of war and sustain the interest on volunteering by holding a review at Easter, are becoming more appreciated year by year. The Thames is fast reaching the position of the principal volunteer district in New Zealand. In previous years our men have been visited by the Auckland comrades in arms, but this year the force will be augmented by the attendance of the Waikato Cavalry, who will attend our review en masse, and thus for the first time, a Thames field day will be graced by the presence of every branch of the service—Artillery, Riflemen, Cavalry, Engineers. The weather promises to be propitious, and we have no doubt that volunteering will receive a great spurt by Easter Monday's review. bbox=[318, 666, 487, 821]
tomorrow-heading: To-morrow's Arrangements. bbox=[510, 396, 627, 408]
christchurch-day: This day. bbox=[1075, 586, 1104, 596]
ohinemuri-heading: Arrival at Ohinemuri. bbox=[357, 1305, 448, 1317]
table-row: Sacks 200's 100's 50's bbox=[226, 532, 308, 542]
table-row: Waiotahi (Teasdale's tr.) 29 2 0 bbox=[805, 360, 949, 370]
page-header bbox=[10, 0, 1104, 23]
nz-tweeds: NEW ZEALAND TWEEDS, bbox=[175, 252, 298, 264]
table-row: Cure (Clark's tr.) 17 0 0 bbox=[805, 118, 949, 128]
notice-items: Men's and Boys' OVERCOATS in New Shapes. Men's and Boys' WATERPROOF COATS and LEGGINGS. Men's PAGET SUITS, in Single-breasted and Double breasted new Patterns. Men's SAC SUITS, in Single-breasted and Double-breasted new Patterns. Men's TWEED TROUSERS and VESTS, all Newest Patterns. Men's TWEED TROUSERS, all Newest Patterns. bbox=[164, 126, 308, 234]
ad-ref-1: 599 bbox=[296, 488, 308, 498]
tsp-note: The above prices include sacks and bags; sacks and bags not returnable. Terms: Cash. bbox=[164, 595, 308, 614]
nz-intro: All our CLOTHING is made principally from bbox=[166, 242, 307, 252]
table-row: Crown Princess (Gribble's tr.) 1 8 0 bbox=[805, 127, 949, 137]
ad4-note: Passengers and Cargo booked through from Auckland or Thames. bbox=[11, 780, 154, 799]
